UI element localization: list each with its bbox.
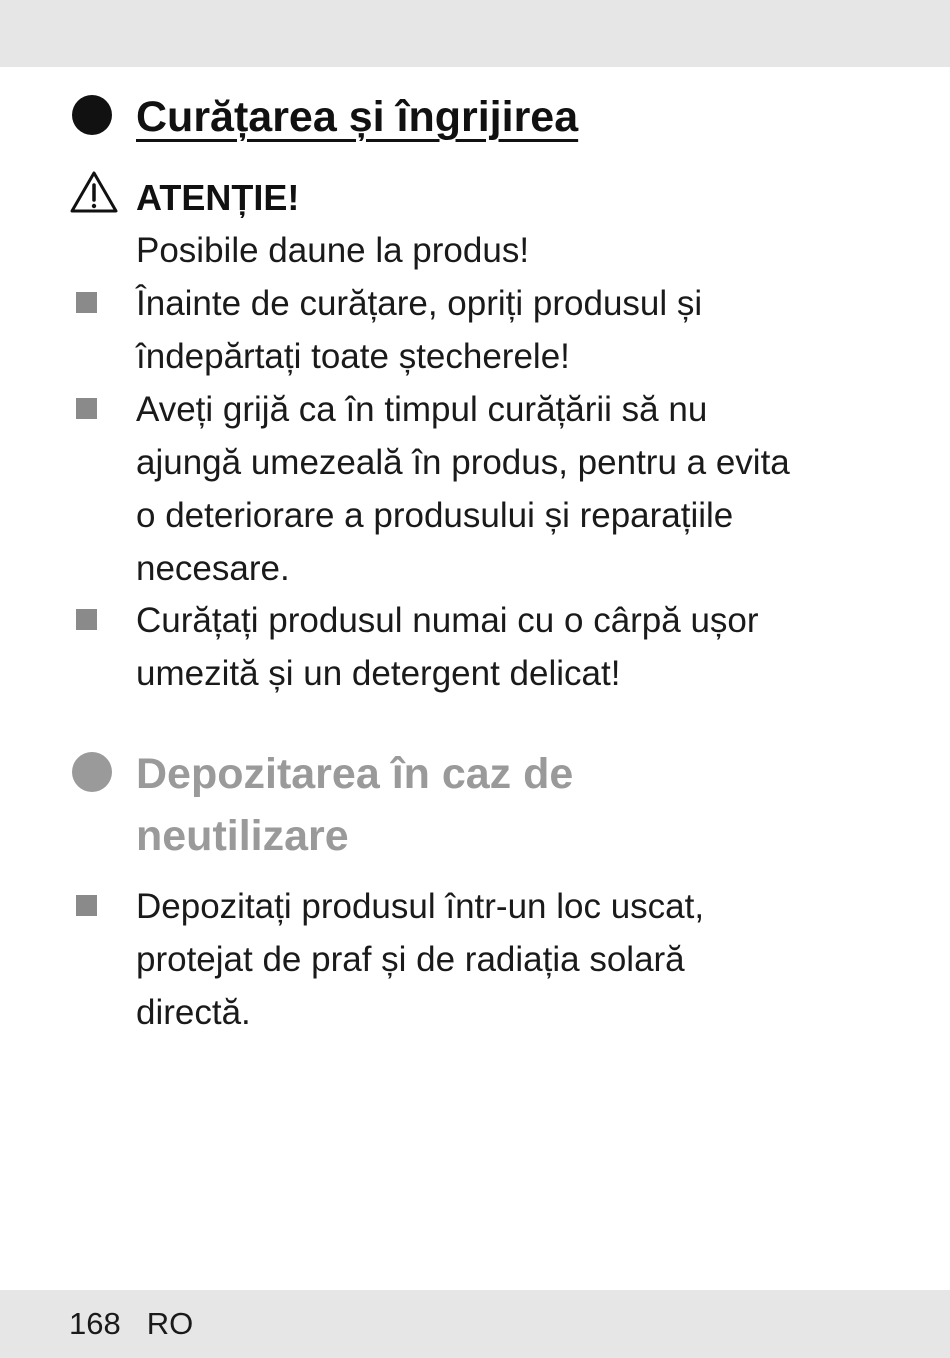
list-item-line: protejat de praf și de radiația solară xyxy=(136,940,685,979)
section-bullet-circle xyxy=(72,95,112,135)
list-bullet xyxy=(76,609,97,630)
list-item-line: ajungă umezeală în produs, pentru a evita xyxy=(136,443,790,482)
list-bullet xyxy=(76,895,97,916)
warning-triangle-icon xyxy=(69,170,119,214)
list-item-line: Curățați produsul numai cu o cârpă ușor xyxy=(136,601,759,640)
list-item-line: îndepărtați toate ștecherele! xyxy=(136,337,570,376)
page-footer xyxy=(69,1304,193,1344)
list-item-line: umezită și un detergent delicat! xyxy=(136,654,621,693)
list-item xyxy=(136,383,790,595)
section-title-line: Depozitarea în caz de xyxy=(136,750,574,798)
section-bullet-circle xyxy=(72,752,112,792)
list-item-line: directă. xyxy=(136,993,251,1032)
warning-subtitle: Posibile daune la produs! xyxy=(136,231,530,270)
warning-title: ATENȚIE! xyxy=(136,177,300,218)
list-item xyxy=(136,880,704,1039)
list-item-line: o deteriorare a produsului și reparațiile xyxy=(136,496,734,535)
list-item-line: Înainte de curățare, opriți produsul și xyxy=(136,284,703,323)
list-item xyxy=(136,594,759,700)
list-item-line: necesare. xyxy=(136,549,290,588)
section-title-line: neutilizare xyxy=(136,812,349,860)
list-bullet xyxy=(76,398,97,419)
section-title-storage xyxy=(136,743,573,867)
list-bullet xyxy=(76,292,97,313)
list-item xyxy=(136,277,702,383)
page-number: 168 xyxy=(69,1306,121,1341)
section-title-cleaning: Curățarea și îngrijirea xyxy=(136,93,579,141)
list-item-line: Aveți grijă ca în timpul curățării să nu xyxy=(136,390,708,429)
language-code: RO xyxy=(146,1306,194,1341)
top-band xyxy=(0,0,950,67)
list-item-line: Depozitați produsul într-un loc uscat, xyxy=(136,887,705,926)
